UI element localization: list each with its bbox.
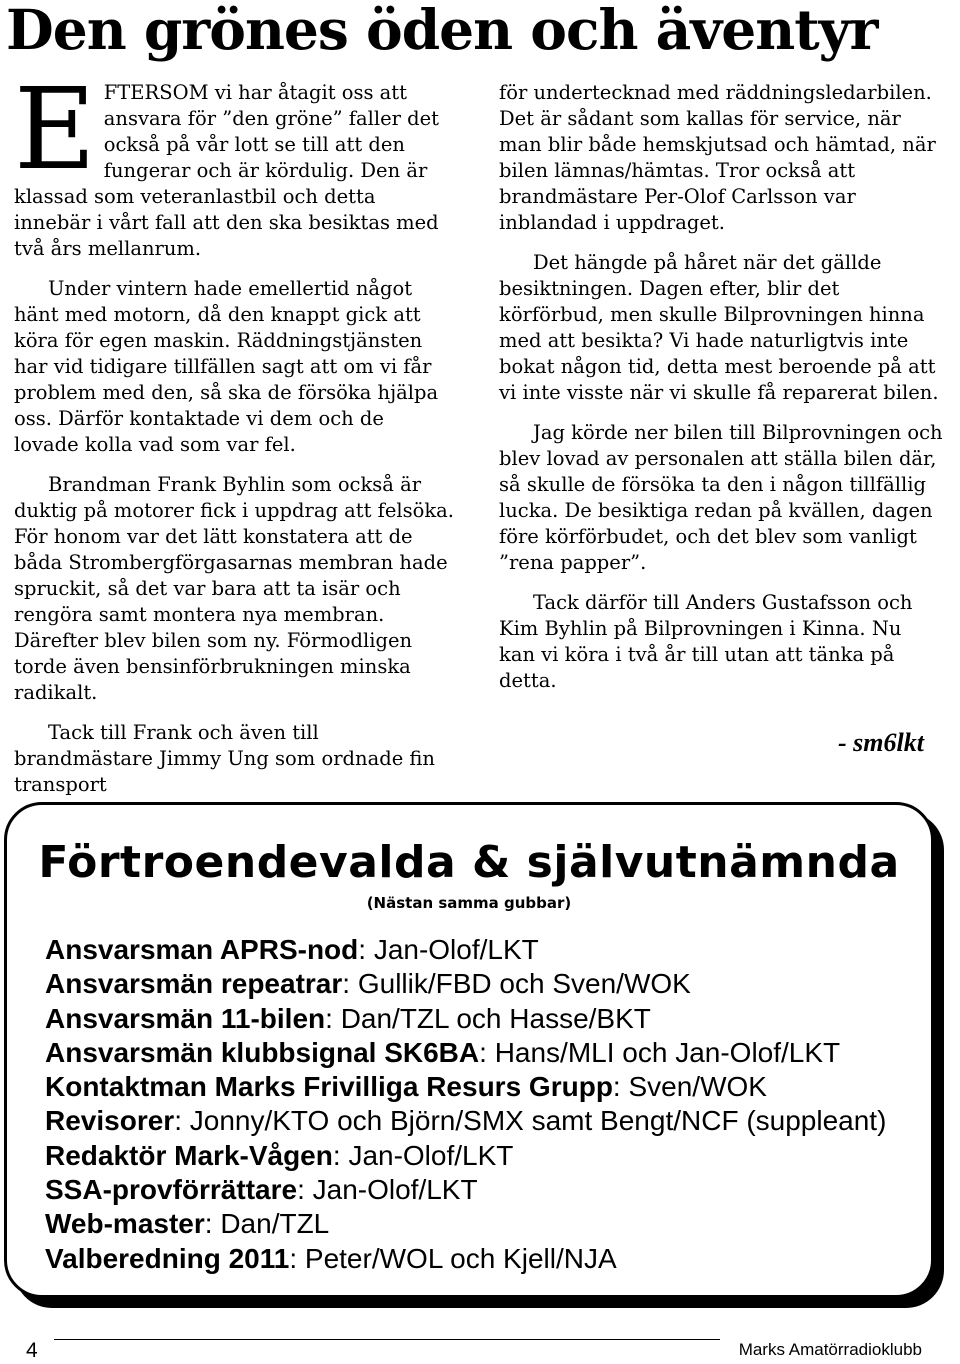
paragraph: för undertecknad med räddningsledarbilen. Det är sådant som kallas för service, när man blir både hemskjutsad och hämtad, när bilen lämnas/hämtas. Tror också att brandmästare Per-Olof Carlsson var inblandad i uppdraget. <box>499 81 936 234</box>
right-column <box>499 80 943 708</box>
role-holders: Jan-Olof/LKT <box>373 934 539 965</box>
role-title: Revisorer <box>45 1105 175 1137</box>
signature: - sm6lkt <box>838 728 924 757</box>
footer-organization: Marks Amatörradioklubb <box>738 1340 922 1359</box>
box-subtitle: (Nästan samma gubbar) <box>366 894 572 912</box>
role-row <box>45 1070 925 1104</box>
role-holders: Jan-Olof/LKT <box>312 1174 478 1206</box>
box-title: Förtroendevalda & självutnämnda <box>38 837 900 888</box>
role-separator: : <box>174 1105 190 1137</box>
role-title: Web-master <box>45 1208 205 1240</box>
role-row <box>45 1173 925 1207</box>
role-holders: Peter/WOL och Kjell/NJA <box>304 1242 617 1274</box>
drop-cap: E <box>14 65 96 195</box>
role-holders: Hans/MLI och Jan-Olof/LKT <box>494 1036 841 1068</box>
role-separator: : <box>289 1242 305 1274</box>
role-row <box>45 1207 925 1241</box>
role-holders: Jonny/KTO och Björn/SMX samt Bengt/NCF (suppleant) <box>189 1105 887 1137</box>
role-row <box>45 967 925 1001</box>
paragraph-text: FTERSOM vi har åtagit oss att ansvara för ”den gröne” faller det också på vår lott se till att den fungerar och är kördulig. Den är klassad som veteranlastbil och detta innebär i vårt fall att den ska besiktas med två års mellanrum. <box>14 81 440 260</box>
role-title: Ansvarsmän klubbsignal SK6BA <box>45 1036 480 1068</box>
role-title: Redaktör Mark-Vågen <box>45 1139 333 1171</box>
role-holders: Dan/TZL <box>220 1208 330 1240</box>
role-separator: : <box>342 968 358 1000</box>
role-title: Ansvarsmän repeatrar <box>45 968 343 1000</box>
paragraph: Under vintern hade emellertid något hänt med motorn, då den knappt gick att köra för egen maskin. Räddningstjänsten har vid tidigare tillfällen sagt att om vi får problem med den, så ska de försöka hjälpa oss. Därför kontaktade vi dem och de lovade kolla vad som var fel. <box>14 277 439 456</box>
role-holders: Sven/WOK <box>628 1071 767 1103</box>
role-separator: : <box>297 1174 313 1206</box>
paragraph: Det hängde på håret när det gällde besiktningen. Dagen efter, blir det körförbud, men skulle Bilprovningen hinna med att besikta? Vi hade naturligtvis inte bokat någon tid, detta mest beroende på att vi inte visste när vi skulle få reparerat bilen. <box>499 251 939 404</box>
paragraph-intro <box>14 65 454 262</box>
role-separator: : <box>332 1139 349 1171</box>
role-separator: : <box>479 1036 495 1068</box>
paragraph: Brandman Frank Byhlin som också är duktig på motorer fick i uppdrag att felsöka. För honom var det lätt konstatera att de båda Strombergförgasarnas membran hade spruckit, så det var bara att ta isär och rengöra samt montera nya membran. Därefter blev bilen som ny. Förmodligen torde även bensinförbrukningen minska radikalt. <box>14 473 454 704</box>
role-separator: : <box>612 1071 629 1103</box>
role-row <box>45 1139 925 1173</box>
footer-divider <box>54 1339 720 1340</box>
role-holders: Gullik/FBD och Sven/WOK <box>357 968 691 1000</box>
role-row <box>45 1036 925 1070</box>
role-row <box>45 1242 925 1276</box>
role-holders: Jan-Olof/LKT <box>348 1139 514 1171</box>
role-separator: : <box>325 1002 341 1034</box>
role-separator: : <box>204 1208 221 1240</box>
role-row <box>45 1002 925 1036</box>
role-row <box>45 1104 925 1138</box>
role-separator: : <box>358 934 374 965</box>
left-column <box>14 65 454 812</box>
paragraph: Tack till Frank och även till brandmästare Jimmy Ung som ordnade fin transport <box>14 721 435 796</box>
role-title: SSA-provförrättare <box>45 1174 298 1206</box>
page-number: 4 <box>26 1339 38 1362</box>
roles-list <box>45 933 925 1276</box>
role-holders: Dan/TZL och Hasse/BKT <box>340 1002 651 1034</box>
role-row <box>45 933 925 967</box>
role-title: Ansvarsmän 11-bilen <box>45 1002 326 1034</box>
role-title: Kontaktman Marks Frivilliga Resurs Grupp <box>45 1071 613 1103</box>
role-title: Valberedning 2011 <box>45 1242 290 1274</box>
paragraph: Jag körde ner bilen till Bilprovningen och blev lovad av personalen att ställa bilen där, så skulle de försöka ta den i någon tillfällig lucka. De besiktiga redan på kvällen, dagen före körförbudet, och det blev som vanligt ”rena papper”. <box>499 421 943 574</box>
paragraph: Tack därför till Anders Gustafsson och Kim Byhlin på Bilprovningen i Kinna. Nu kan vi köra i två år till utan att tänka på detta. <box>499 591 913 692</box>
role-title: Ansvarsman APRS-nod <box>45 934 359 965</box>
article-title: Den grönes öden och äventyr <box>6 0 878 62</box>
officials-box <box>4 802 934 1298</box>
